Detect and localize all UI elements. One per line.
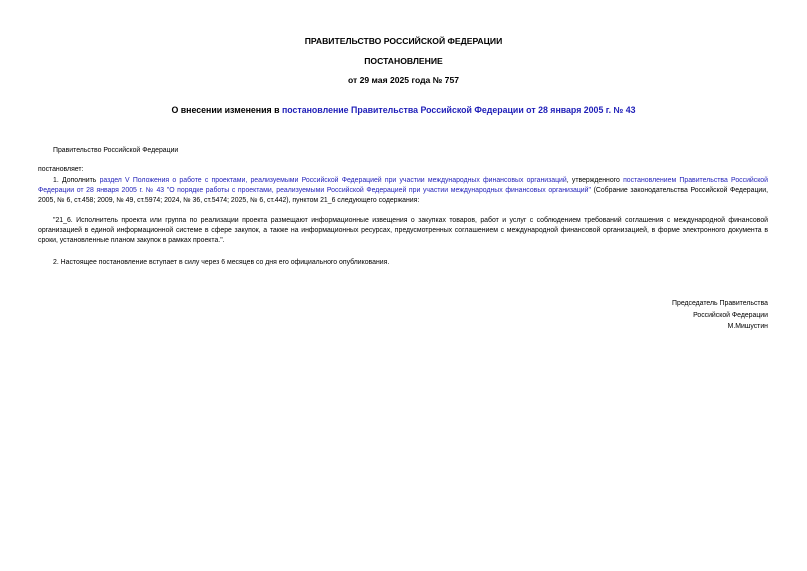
subject-prefix: О внесении изменения в [171,105,282,115]
paragraph-2: 2. Настоящее постановление вступает в силу через 6 месяцев со дня его официального опубликования. [53,259,390,266]
government-line: Правительство Российской Федерации [53,147,179,154]
paragraph-1-start: 1. Дополнить [53,177,100,184]
signature-title: Председатель Правительства [672,300,768,307]
paragraph-1 [38,176,768,207]
signature-org: Российской Федерации [693,311,768,319]
decrees-line: постановляет: [38,166,84,173]
document-type: ПОСТАНОВЛЕНИЕ [364,56,443,66]
inserted-clause-21-6: "21_6. Исполнитель проекта или группа по реализации проекта размещают информационные извещения о закупках товаров, работ и услуг с соблюдением требований соглашения с международной финансовой организацией в единой информационной системе в сфере закупок, а также на информационных ресурсах, предусмотренных соглашением с международной финансовой организацией, в форме электронного документа в сроки, установленные планом закупок в рамках проекта.". [38,217,768,245]
decree-43-link[interactable]: постановлением Правительства Российской Федерации от 28 января 2005 г. № 43 "О порядке работы с проектами, реализуемыми Российской Федерацией при участии международных финансовых организаций" [38,177,768,195]
paragraph-1-mid: , утвержденного [566,177,624,184]
paragraph-1-end: (Собрание законодательства Российской Федерации, 2005, № 6, ст.458; 2009, № 49, ст.5974; 2024, № 36, ст.5474; 2025, № 6, ст.442), пунктом 21_6 следующего содержания: [38,187,768,205]
document-date-number: от 29 мая 2025 года № 757 [347,75,460,85]
signature-name: М.Мишустин [727,323,768,330]
regulation-section-link[interactable]: раздел V Положения о работе с проектами, реализуемыми Российской Федерацией при участии международных финансовых организаций [99,177,567,184]
amended-decree-link[interactable]: постановление Правительства Российской Федерации от 28 января 2005 г. № 43 [281,105,636,115]
issuing-authority: ПРАВИТЕЛЬСТВО РОССИЙСКОЙ ФЕДЕРАЦИИ [304,36,503,46]
document-subject [0,105,807,116]
